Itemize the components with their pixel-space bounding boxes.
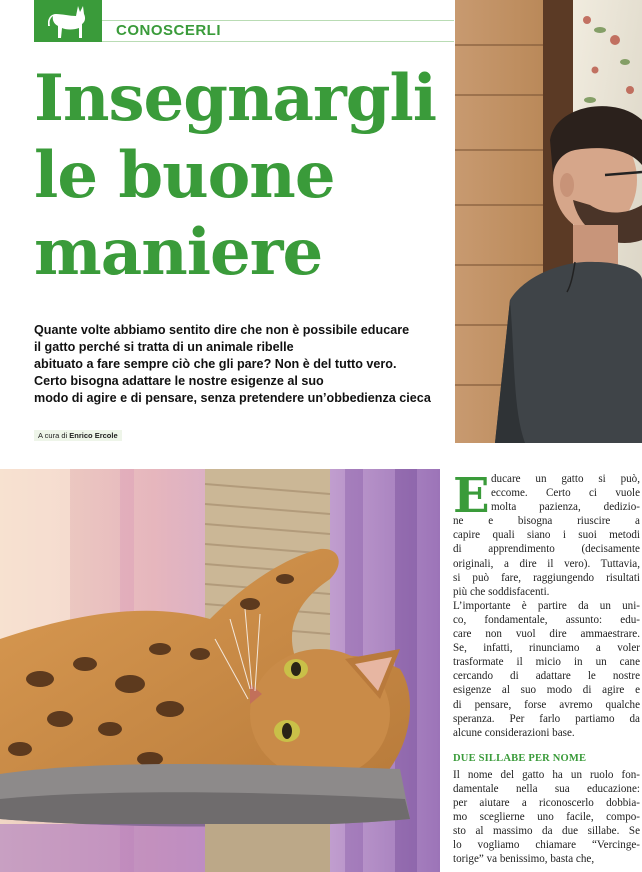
text-line: care non vuol dire ammaestrare. — [453, 628, 640, 641]
credit-prefix: A cura di — [38, 431, 68, 440]
drop-cap: E — [453, 468, 490, 524]
text-line: molta pazienza, dedizio- — [491, 501, 640, 514]
cat-silhouette-icon — [48, 2, 92, 42]
photo-bengal-cat — [0, 469, 440, 872]
section-icon-box — [34, 0, 102, 42]
text-line: lo vogliamo chiamare “Vercinge- — [453, 839, 640, 852]
text-line: di apprendimento (decisamente — [453, 543, 640, 556]
text-line: cercando di adattare le nostre — [453, 670, 640, 683]
text-line: esigenze al suo modo di agire e — [453, 684, 640, 697]
header-rule-bottom — [102, 41, 454, 42]
article-subheading: DUE SILLABE PER NOME — [453, 752, 587, 764]
lead-paragraph — [34, 322, 454, 407]
text-line: si può fare, raggiungendo risultati — [453, 571, 640, 584]
text-line: mo sceglierne uno facile, compo- — [453, 811, 640, 824]
text-line: co, fondamentale, assunto: edu- — [453, 613, 640, 626]
text-line: damentale nella sua educazione: — [453, 782, 640, 795]
header-rule-top — [102, 20, 454, 21]
article-body — [453, 468, 640, 867]
section-label: CONOSCERLI — [116, 22, 222, 39]
lead-line: Certo bisogna adattare le nostre esigenze al suo — [34, 374, 324, 388]
text-line: per aiutare a riconoscerlo dobbia- — [453, 797, 640, 810]
text-line: ducare un gatto si può, — [491, 473, 640, 485]
text-line: speranza. Per farlo partiamo da — [453, 712, 640, 725]
text-line: torige” va benissimo, basta che, — [453, 853, 595, 866]
text-line: originali, a dire il vero). Tuttavia, — [453, 557, 640, 570]
lead-line: Quante volte abbiamo sentito dire che non è possibile educare — [34, 323, 410, 337]
lead-line: modo di agire e di pensare, senza pretendere un’obbedienza cieca — [34, 391, 431, 405]
article-paragraph — [453, 599, 640, 740]
text-line: Il nome del gatto ha un ruolo fon- — [453, 768, 640, 781]
text-line: più che soddisfacenti. — [453, 585, 550, 598]
text-line: L’importante è partire da un uni- — [453, 599, 640, 612]
headline-line: maniere — [34, 215, 323, 290]
text-line: alcune considerazioni base. — [453, 726, 575, 739]
text-line: Se, infatti, rinunciamo a voler — [453, 642, 640, 655]
text-line: capire quali siano i suoi metodi — [453, 529, 640, 542]
photo-man-illustration — [455, 0, 642, 443]
headline-line: Insegnargli — [34, 61, 437, 136]
text-line: di pensare, forse avremo qualche — [453, 698, 640, 711]
photo-cat-illustration — [0, 469, 440, 872]
lead-line: il gatto perché si tratta di un animale ribelle — [34, 340, 294, 354]
lead-line: abituato a fare sempre ciò che gli pare? Non è del tutto vero. — [34, 357, 397, 371]
headline — [34, 60, 454, 291]
article-paragraph — [453, 768, 640, 867]
author-credit — [34, 430, 122, 441]
credit-author: Enrico Ercole — [69, 431, 118, 440]
photo-man-by-window — [455, 0, 642, 443]
text-line: ne e bisogna riuscire a — [453, 515, 640, 528]
text-line: sto al massimo da due sillabe. Se — [453, 825, 640, 838]
headline-line: le buone — [34, 138, 335, 213]
text-line: trasformate il micio in un cane — [453, 656, 640, 669]
text-line: eccome. Certo ci vuole — [491, 487, 640, 500]
